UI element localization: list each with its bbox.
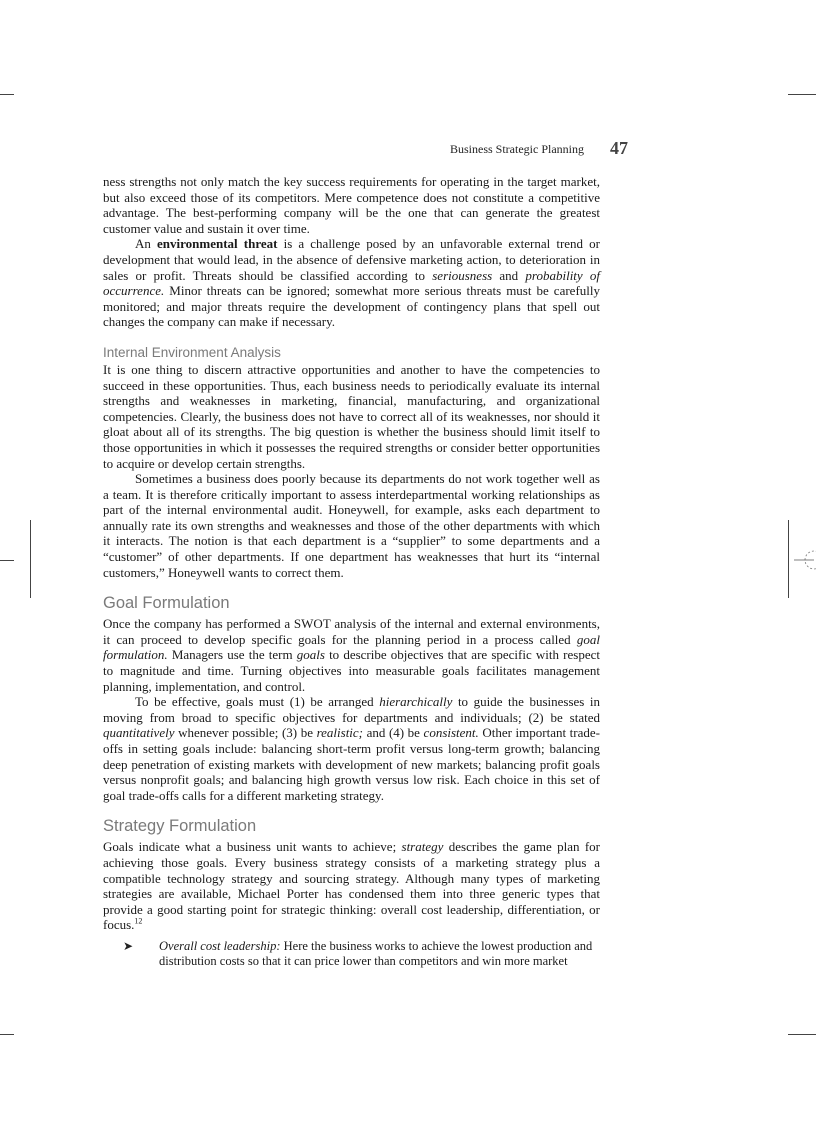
emphasis: probability of occurrence. xyxy=(103,267,601,299)
paragraph xyxy=(103,174,600,236)
paragraph-text: Once the company has performed a SWOT analysis of the internal and external environments, it can proceed to develop specific goals for the planning period in a process called xyxy=(103,616,600,647)
list-item xyxy=(103,939,600,970)
crop-mark xyxy=(788,94,816,95)
running-header xyxy=(103,138,628,162)
paragraph xyxy=(103,362,600,471)
section-heading: Goal Formulation xyxy=(103,594,230,613)
paragraph xyxy=(103,839,600,933)
subsection-heading: Internal Environment Analysis xyxy=(103,344,281,360)
paragraph xyxy=(103,236,600,330)
paragraph-text: and xyxy=(492,267,526,283)
crop-mark xyxy=(0,1034,14,1035)
paragraph-text: whenever possible; (3) be xyxy=(174,725,317,741)
arrow-bullet-icon: ➤ xyxy=(123,938,134,953)
bullet-text: Here the business works to achieve the lowest production and distribution costs so that it can price lower than competitors and win more market xyxy=(159,938,593,969)
crop-mark xyxy=(0,94,14,95)
paragraph-text: and (4) be xyxy=(363,725,424,741)
section-heading: Strategy Formulation xyxy=(103,817,257,836)
paragraph-text: to guide the businesses in moving from broad to specific objectives for departments and individuals; (2) be stated xyxy=(103,694,600,725)
running-title: Business Strategic Planning xyxy=(450,142,584,156)
key-term: environmental threat xyxy=(157,236,278,252)
paragraph-text: ness strengths not only match the key success requirements for operating in the target market, but also exceed those of its competitors. Mere competence does not constitute a competitive advantage. The best-performing company will be the one that can generate the greatest customer value and sustain it over time. xyxy=(103,174,600,236)
emphasis: quantitatively xyxy=(103,725,175,741)
registration-mark-icon xyxy=(794,548,816,572)
paragraph xyxy=(103,694,600,803)
emphasis: hierarchically xyxy=(379,694,453,710)
crop-mark xyxy=(30,520,31,598)
paragraph-text: Sometimes a business does poorly because its departments do not work together well as a team. It is therefore critically important to assess interdepartmental working relationships as part of the internal environmental audit. Honeywell, for example, asks each department to annually rate its own strengths and weaknesses and those of the other departments with which it interacts. The notion is that each department is a “supplier” to some departments and a “customer” of other departments. If one department has weaknesses that hurt its “internal customers,” Honeywell wants to correct them. xyxy=(103,471,600,580)
paragraph-text: describes the game plan for achieving those goals. Every business strategy consists of a marketing strategy plus a compatible technology strategy and sourcing strategy. Although many types of marketing strategies are available, Michael Porter has condensed them into three generic types that provide a good starting point for strategic thinking: overall cost leadership, differentiation, or focus. xyxy=(103,839,600,933)
crop-mark xyxy=(788,1034,816,1035)
paragraph-text: is a challenge posed by an unfavorable external trend or development that would lead, in the absence of defensive marketing action, to deterioration in sales or profit. Threats should be classified according to xyxy=(103,236,601,283)
paragraph-text: It is one thing to discern attractive opportunities and another to have the competencies to succeed in these opportunities. Thus, each business needs to periodically evaluate its internal strengths and weaknesses in marketing, financial, manufacturing, and organizational competencies. Clearly, the business does not have to correct all of its weaknesses, nor should it gloat about all of its strengths. The big question is whether the business should limit itself to those opportunities in which it possesses the required strengths or consider better opportunities to acquire or develop certain strengths. xyxy=(103,361,600,471)
emphasis: consistent. xyxy=(423,725,479,741)
paragraph-text: To be effective, goals must (1) be arranged xyxy=(135,694,380,710)
emphasis: realistic; xyxy=(316,725,364,741)
paragraph-text: Minor threats can be ignored; somewhat more serious threats must be carefully monitored; and major threats require the development of contingency plans that spell out changes the company can make if necessary. xyxy=(103,283,600,330)
page-number: 47 xyxy=(610,138,628,158)
emphasis: strategy xyxy=(401,839,444,855)
bullet-term: Overall cost leadership: xyxy=(159,938,281,953)
crop-mark xyxy=(0,560,14,561)
body-text xyxy=(103,174,600,970)
paragraph xyxy=(103,471,600,580)
emphasis: goals xyxy=(296,647,325,663)
emphasis: seriousness xyxy=(432,267,493,283)
paragraph-text: Goals indicate what a business unit wants to achieve; xyxy=(103,839,402,855)
crop-mark xyxy=(788,520,789,598)
paragraph-text: An xyxy=(135,236,158,252)
paragraph-text: Managers use the term xyxy=(167,647,297,663)
paragraph-text: Other important trade-offs in setting goals include: balancing short-term profit versus long-term growth; balancing deep penetration of existing markets with development of new markets; balancing profit goals versus nonprofit goals; and balancing high growth versus low risk. Each choice in this set of goal trade-offs calls for a different marketing strategy. xyxy=(103,725,600,803)
paragraph xyxy=(103,616,600,694)
paragraph-text: to describe objectives that are specific with respect to magnitude and time. Turning objectives into measurable goals facilitates management planning, implementation, and control. xyxy=(103,647,600,694)
emphasis: goal formulation. xyxy=(103,631,600,663)
footnote-ref: 12 xyxy=(134,917,143,927)
